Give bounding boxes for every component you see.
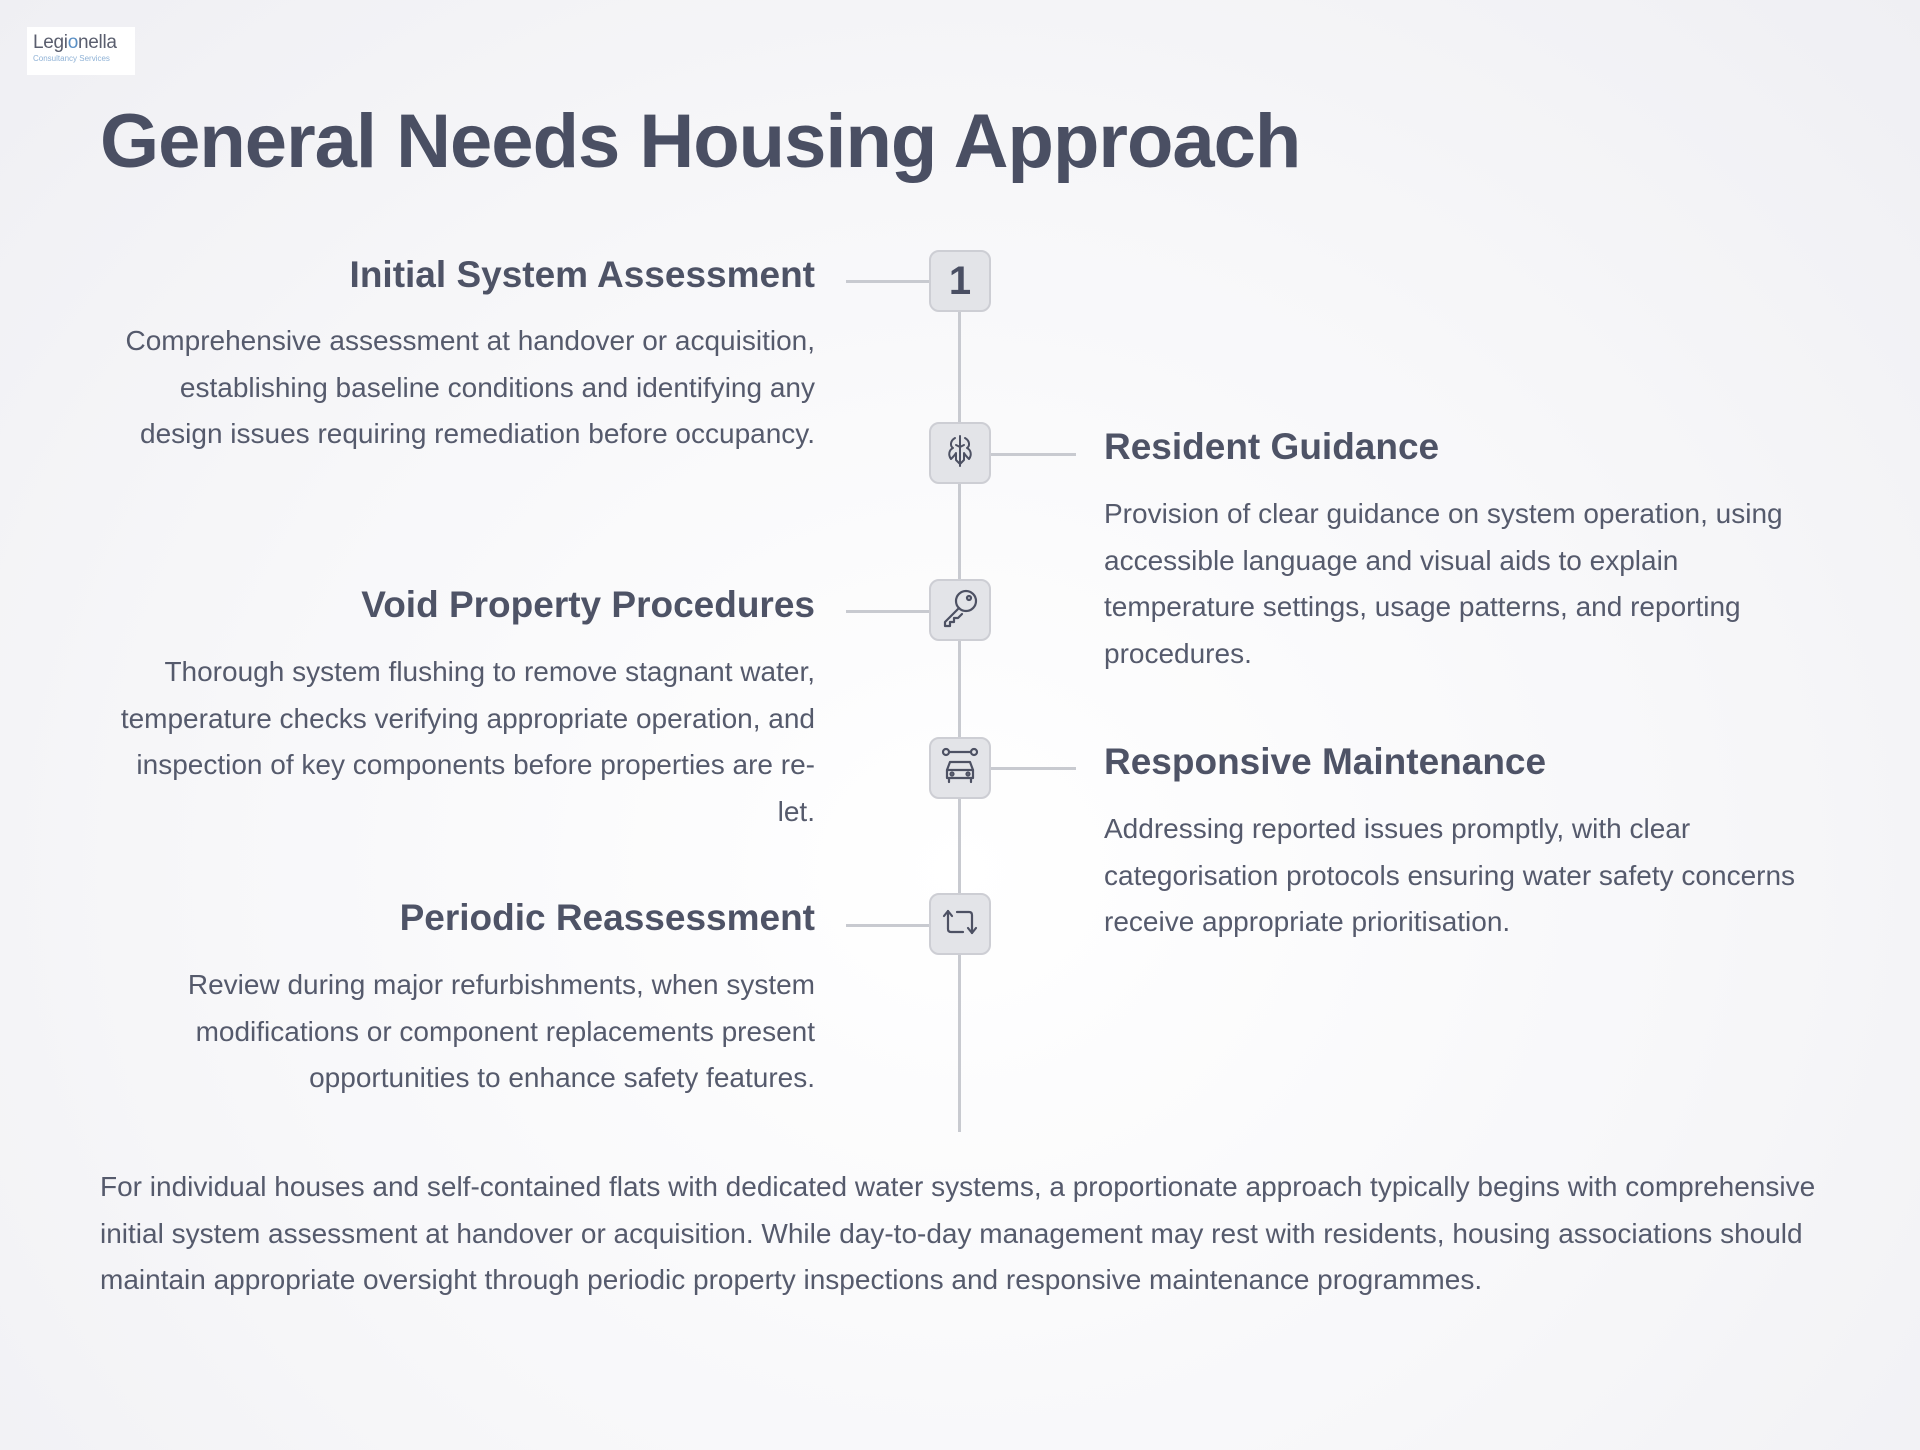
step-2-description: Provision of clear guidance on system operation, using accessible language and visual aids to explain temperature settings, usage patterns, and reporting procedures. (1104, 498, 1783, 669)
step-4-connector (991, 767, 1076, 770)
step-1-title: Initial System Assessment (349, 254, 815, 295)
timeline-line (958, 280, 961, 1132)
key-icon (938, 586, 982, 635)
step-3-connector (846, 610, 929, 613)
step-2-title: Resident Guidance (1104, 426, 1440, 467)
emblem-icon (942, 433, 978, 474)
step-4-description: Addressing reported issues promptly, with clear categorisation protocols ensuring water safety concerns receive appropriate prioritisation. (1104, 813, 1796, 937)
step-1-connector (846, 280, 929, 283)
repeat-icon (939, 901, 981, 948)
page-title: General Needs Housing Approach (100, 99, 1301, 184)
step-number-badge: 1 (948, 258, 972, 303)
logo-subtitle: Consultancy Services (33, 54, 110, 63)
step-5-description: Review during major refurbishments, when system modifications or component replacements present opportunities to enhance safety features. (187, 969, 815, 1093)
step-2-node (929, 422, 991, 484)
step-3-node (929, 579, 991, 641)
step-3-title: Void Property Procedures (361, 584, 815, 625)
step-2-connector (991, 453, 1076, 456)
car-service-icon (940, 746, 980, 791)
step-4-node (929, 737, 991, 799)
step-3-description: Thorough system flushing to remove stagnant water, temperature checks verifying appropriate operation, and inspection of key components before properties are re-let. (120, 656, 815, 827)
step-1-description: Comprehensive assessment at handover or acquisition, establishing baseline conditions and identifying any design issues requiring remediation before occupancy. (125, 325, 815, 449)
company-logo (27, 27, 135, 75)
step-5-title: Periodic Reassessment (399, 897, 815, 938)
step-5-node (929, 893, 991, 955)
step-4-title: Responsive Maintenance (1104, 741, 1547, 782)
step-1-node (929, 250, 991, 312)
summary-paragraph: For individual houses and self-contained flats with dedicated water systems, a proportionate approach typically begins with comprehensive initial system assessment at handover or acquisition. While day-to-day management may rest with residents, housing associations should maintain appropriate oversight through periodic property inspections and responsive maintenance programmes. (100, 1171, 1816, 1295)
logo-wordmark: Legionella (33, 32, 117, 53)
step-5-connector (846, 924, 929, 927)
